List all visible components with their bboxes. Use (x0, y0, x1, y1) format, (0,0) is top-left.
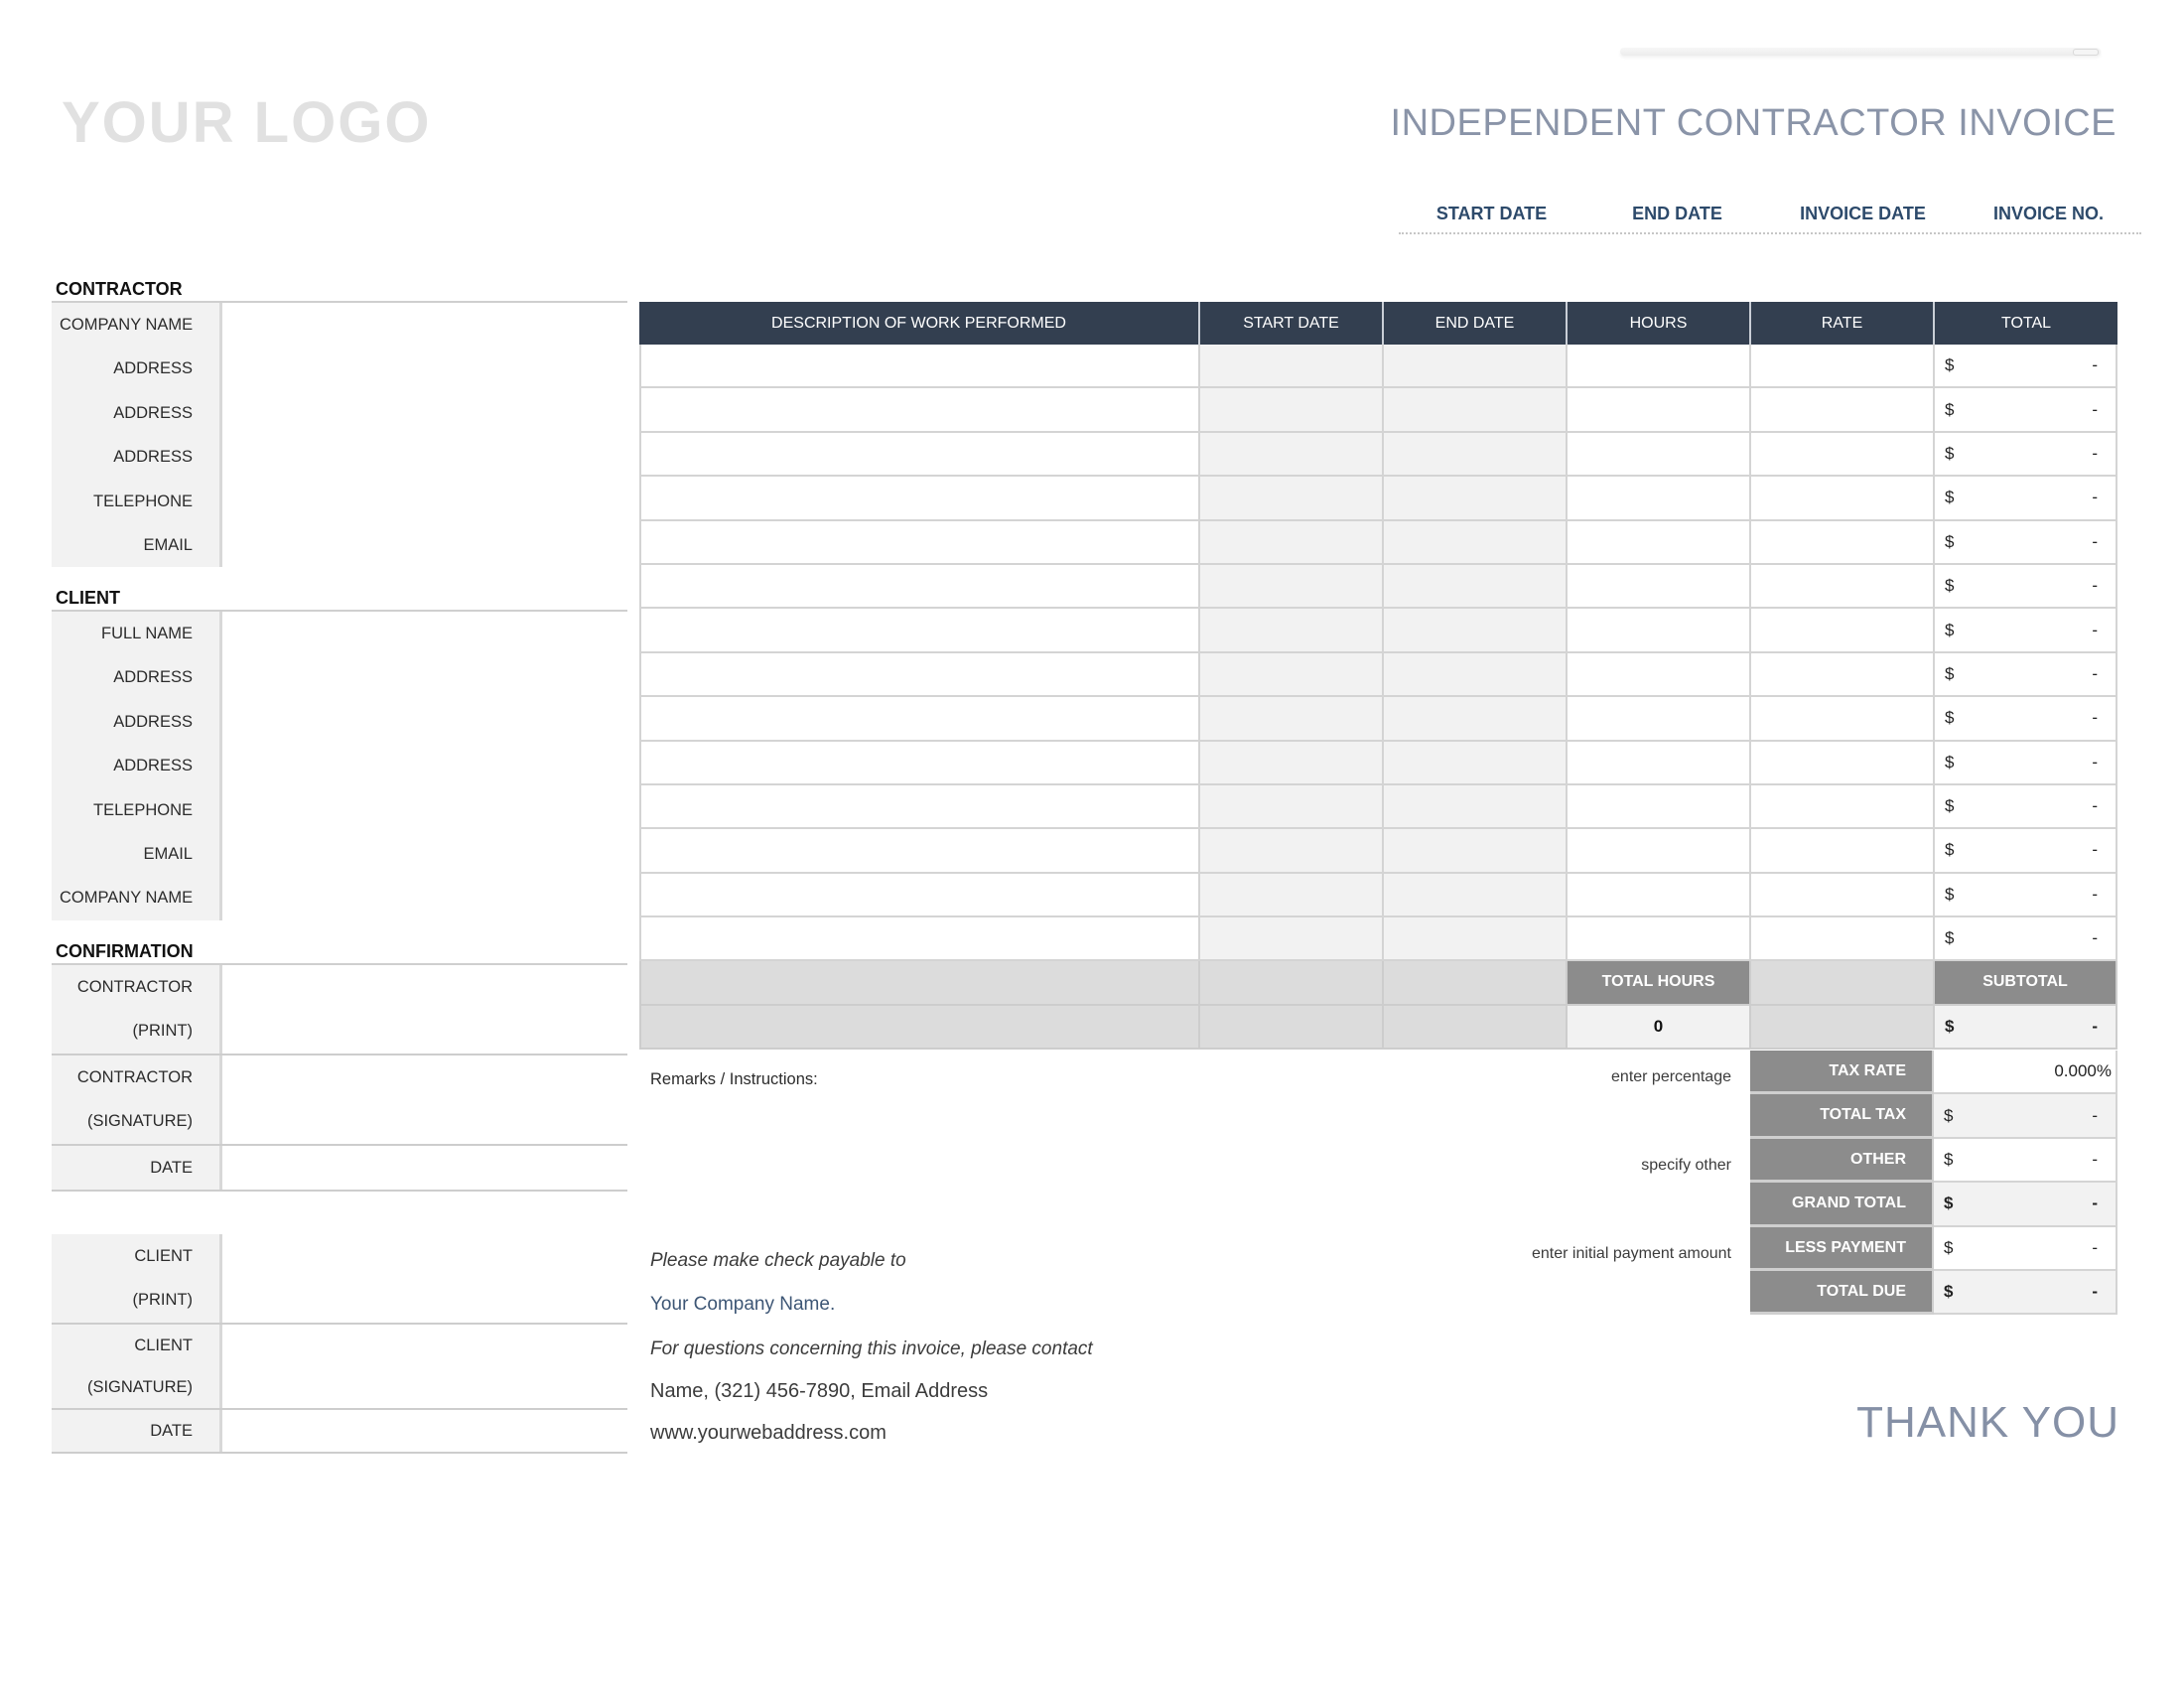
currency-symbol: $ (1945, 488, 1955, 507)
row-total-amount: - (2092, 928, 2098, 948)
questions-text: For questions concerning this invoice, please contact (650, 1338, 1093, 1359)
contractor-date-group (52, 1146, 627, 1192)
table-row (639, 433, 2117, 477)
total-cell (1935, 874, 2117, 915)
row-total-amount: - (2092, 531, 2098, 551)
hours-cell[interactable] (1568, 609, 1751, 650)
total-cell (1935, 653, 2117, 695)
other-hint: specify other (1641, 1157, 1731, 1174)
rate-cell[interactable] (1751, 388, 1935, 430)
tax-rate-row (1750, 1051, 2117, 1094)
start-date-cell[interactable] (1200, 785, 1384, 827)
invoice-number-field[interactable]: INVOICE NO. (1992, 204, 2104, 223)
client-address-input-1[interactable] (222, 655, 627, 699)
hours-cell[interactable] (1568, 829, 1751, 871)
currency-symbol: $ (1945, 399, 1955, 419)
description-cell[interactable] (639, 388, 1200, 430)
rate-cell[interactable] (1751, 565, 1935, 607)
total-cell (1935, 477, 2117, 518)
total-cell (1935, 829, 2117, 871)
field-label: ADDRESS (52, 347, 222, 390)
row-total-amount: - (2092, 752, 2098, 772)
currency-symbol: $ (1945, 884, 1955, 904)
contractor-telephone-row (52, 480, 627, 523)
table-row (639, 829, 2117, 873)
total-due-amount: - (2092, 1282, 2098, 1302)
table-row (639, 653, 2117, 697)
blank-cell (1384, 1006, 1568, 1050)
start-date-cell[interactable] (1200, 609, 1384, 650)
less-payment-input[interactable] (1934, 1227, 2117, 1271)
payable-to-text: Please make check payable to (650, 1250, 906, 1271)
table-row (639, 477, 2117, 520)
column-header-start-date: START DATE (1200, 302, 1384, 345)
field-label: ADDRESS (52, 700, 222, 744)
field-label: CONTRACTOR (52, 965, 222, 1009)
table-header (639, 302, 2117, 345)
column-header-hours: HOURS (1568, 302, 1751, 345)
client-name-input[interactable] (222, 612, 627, 655)
client-company-row (52, 876, 627, 919)
hours-cell[interactable] (1568, 785, 1751, 827)
client-signature-input[interactable] (222, 1325, 627, 1366)
contractor-address-input-3[interactable] (222, 435, 627, 479)
client-print-input[interactable] (222, 1234, 627, 1278)
rate-cell[interactable] (1751, 521, 1935, 563)
other-input[interactable] (1934, 1139, 2117, 1183)
totals-value-row (639, 1006, 2117, 1050)
subtotal-amount: - (2092, 1017, 2098, 1037)
field-label: ADDRESS (52, 435, 222, 479)
start-date-cell[interactable] (1200, 345, 1384, 386)
contractor-signature-group (52, 1055, 627, 1146)
tax-rate-hint: enter percentage (1611, 1068, 1731, 1085)
other-row (1750, 1139, 2117, 1183)
description-cell[interactable] (639, 829, 1200, 871)
contractor-email-input[interactable] (222, 523, 627, 567)
other-label: OTHER (1750, 1139, 1934, 1183)
field-label: TELEPHONE (52, 788, 222, 832)
client-telephone-input[interactable] (222, 788, 627, 832)
confirmation-section-title: CONFIRMATION (56, 941, 194, 961)
column-header-end-date: END DATE (1384, 302, 1568, 345)
table-row (639, 388, 2117, 432)
field-label: DATE (52, 1410, 222, 1452)
table-row (639, 345, 2117, 388)
rate-cell[interactable] (1751, 874, 1935, 915)
row-total-amount: - (2092, 488, 2098, 507)
total-cell (1935, 521, 2117, 563)
row-total-amount: - (2092, 443, 2098, 463)
client-telephone-row (52, 788, 627, 832)
field-label: ADDRESS (52, 655, 222, 699)
currency-symbol: $ (1944, 1149, 1954, 1169)
subtotal-value (1935, 1006, 2117, 1050)
total-tax-amount: - (2092, 1105, 2098, 1125)
field-label: (PRINT) (52, 1009, 222, 1053)
field-label: FULL NAME (52, 612, 222, 655)
contractor-company-row (52, 303, 627, 347)
total-tax-label: TOTAL TAX (1750, 1094, 1934, 1138)
rate-cell[interactable] (1751, 742, 1935, 783)
start-date-cell[interactable] (1200, 829, 1384, 871)
contractor-address-row (52, 391, 627, 435)
rate-cell[interactable] (1751, 917, 1935, 959)
total-tax-row (1750, 1094, 2117, 1138)
blank-cell (639, 1006, 1200, 1050)
blank-cell (1200, 1006, 1384, 1050)
tax-rate-label: TAX RATE (1750, 1051, 1934, 1094)
total-cell (1935, 388, 2117, 430)
total-hours-value: 0 (1568, 1006, 1751, 1050)
total-cell (1935, 433, 2117, 475)
hours-cell[interactable] (1568, 433, 1751, 475)
tax-rate-input[interactable]: 0.000% (1934, 1051, 2117, 1094)
contractor-address-row (52, 435, 627, 479)
total-cell (1935, 565, 2117, 607)
total-cell (1935, 785, 2117, 827)
end-date-cell[interactable] (1384, 521, 1568, 563)
end-date-cell[interactable] (1384, 388, 1568, 430)
table-row (639, 609, 2117, 652)
table-row (639, 565, 2117, 609)
hours-cell[interactable] (1568, 345, 1751, 386)
contractor-signature-input[interactable] (222, 1055, 627, 1099)
rate-cell[interactable] (1751, 345, 1935, 386)
contractor-company-input[interactable] (222, 303, 627, 347)
row-total-amount: - (2092, 708, 2098, 728)
remarks-label: Remarks / Instructions: (650, 1070, 818, 1088)
total-cell (1935, 697, 2117, 739)
end-date-cell[interactable] (1384, 609, 1568, 650)
blank-cell (1384, 961, 1568, 1005)
subtotal-label: SUBTOTAL (1935, 961, 2117, 1005)
row-total-amount: - (2092, 884, 2098, 904)
field-label: (SIGNATURE) (52, 1099, 222, 1143)
less-payment-amount: - (2092, 1237, 2098, 1257)
end-date-field[interactable]: END DATE (1632, 204, 1722, 223)
description-cell[interactable] (639, 742, 1200, 783)
currency-symbol: $ (1945, 663, 1955, 683)
table-row (639, 521, 2117, 565)
currency-symbol: $ (1945, 840, 1955, 860)
hours-cell[interactable] (1568, 477, 1751, 518)
row-total-amount: - (2092, 620, 2098, 639)
total-tax-value (1934, 1094, 2117, 1138)
contractor-confirmation-panel (52, 965, 627, 1192)
totals-label-row (639, 961, 2117, 1005)
rate-cell[interactable] (1751, 653, 1935, 695)
contractor-print-input[interactable] (222, 965, 627, 1009)
client-date-input[interactable] (222, 1410, 627, 1452)
field-label: TELEPHONE (52, 480, 222, 523)
description-cell[interactable] (639, 521, 1200, 563)
hours-cell[interactable] (1568, 521, 1751, 563)
field-label: ADDRESS (52, 391, 222, 435)
description-cell[interactable] (639, 345, 1200, 386)
website-text: www.yourwebaddress.com (650, 1422, 887, 1444)
scroll-handle (2073, 49, 2099, 56)
total-cell (1935, 609, 2117, 650)
currency-symbol: $ (1945, 443, 1955, 463)
contact-text: Name, (321) 456-7890, Email Address (650, 1380, 989, 1402)
row-total-amount: - (2092, 355, 2098, 375)
client-section-title: CLIENT (56, 588, 120, 608)
work-table (639, 302, 2117, 1050)
client-email-input[interactable] (222, 832, 627, 876)
total-cell (1935, 742, 2117, 783)
contractor-print-group (52, 965, 627, 1055)
field-label: (PRINT) (52, 1278, 222, 1322)
description-cell[interactable] (639, 917, 1200, 959)
page-title: INDEPENDENT CONTRACTOR INVOICE (1390, 102, 2116, 144)
end-date-cell[interactable] (1384, 653, 1568, 695)
contractor-panel (52, 303, 627, 567)
currency-symbol: $ (1945, 531, 1955, 551)
currency-symbol: $ (1945, 752, 1955, 772)
field-label: CLIENT (52, 1234, 222, 1278)
blank-cell (1751, 1006, 1935, 1050)
client-address-row (52, 744, 627, 787)
field-label: COMPANY NAME (52, 303, 222, 347)
contractor-address-row (52, 347, 627, 390)
hours-cell[interactable] (1568, 917, 1751, 959)
currency-symbol: $ (1945, 620, 1955, 639)
client-signature-group (52, 1325, 627, 1410)
column-header-description: DESCRIPTION OF WORK PERFORMED (639, 302, 1200, 345)
field-label: EMAIL (52, 523, 222, 567)
start-date-field[interactable]: START DATE (1435, 204, 1548, 223)
contractor-address-input-1[interactable] (222, 347, 627, 390)
start-date-cell[interactable] (1200, 477, 1384, 518)
invoice-date-field[interactable]: INVOICE DATE (1800, 204, 1926, 223)
end-date-cell[interactable] (1384, 697, 1568, 739)
description-cell[interactable] (639, 697, 1200, 739)
currency-symbol: $ (1944, 1282, 1954, 1302)
hours-cell[interactable] (1568, 697, 1751, 739)
field-label: ADDRESS (52, 744, 222, 787)
field-label: DATE (52, 1146, 222, 1190)
description-cell[interactable] (639, 874, 1200, 915)
grand-total-value (1934, 1183, 2117, 1226)
currency-symbol: $ (1945, 1017, 1955, 1037)
row-total-amount: - (2092, 663, 2098, 683)
row-total-amount: - (2092, 576, 2098, 596)
total-due-row (1750, 1271, 2117, 1315)
column-header-total: TOTAL (2000, 315, 2052, 332)
description-cell[interactable] (639, 565, 1200, 607)
table-row (639, 917, 2117, 961)
rate-cell[interactable] (1751, 697, 1935, 739)
client-print-input-line2[interactable] (222, 1278, 627, 1322)
client-print-group (52, 1234, 627, 1325)
client-address-row (52, 655, 627, 699)
total-hours-label: TOTAL HOURS (1568, 961, 1751, 1005)
rate-cell[interactable] (1751, 829, 1935, 871)
hours-cell[interactable] (1568, 565, 1751, 607)
client-confirmation-panel (52, 1234, 627, 1454)
client-company-input[interactable] (222, 876, 627, 919)
company-name-text: Your Company Name. (650, 1294, 836, 1315)
row-total-amount: - (2092, 840, 2098, 860)
thank-you-text: THANK YOU (1856, 1398, 2119, 1447)
table-row (639, 742, 2117, 785)
contractor-email-row (52, 523, 627, 567)
less-payment-row (1750, 1227, 2117, 1271)
client-address-row (52, 700, 627, 744)
end-date-cell[interactable] (1384, 477, 1568, 518)
top-scrollbar (1620, 48, 2101, 56)
contractor-telephone-input[interactable] (222, 480, 627, 523)
client-signature-input-line2[interactable] (222, 1366, 627, 1408)
rate-cell[interactable] (1751, 477, 1935, 518)
total-cell (1935, 345, 2117, 386)
start-date-cell[interactable] (1200, 697, 1384, 739)
field-label: CLIENT (52, 1325, 222, 1366)
hours-cell[interactable] (1568, 653, 1751, 695)
currency-symbol: $ (1945, 355, 1955, 375)
rate-cell[interactable] (1751, 433, 1935, 475)
currency-symbol: $ (1944, 1194, 1954, 1213)
rate-cell[interactable] (1751, 785, 1935, 827)
table-row (639, 697, 2117, 741)
end-date-cell[interactable] (1384, 742, 1568, 783)
start-date-cell[interactable] (1200, 742, 1384, 783)
grand-total-row (1750, 1183, 2117, 1226)
column-header-rate: RATE (1751, 302, 1935, 345)
end-date-cell[interactable] (1384, 565, 1568, 607)
total-cell (1935, 917, 2117, 959)
contractor-section-title: CONTRACTOR (56, 279, 183, 299)
contractor-print-input-line2[interactable] (222, 1009, 627, 1053)
end-date-cell[interactable] (1384, 433, 1568, 475)
contractor-date-input[interactable] (222, 1146, 627, 1190)
contractor-address-input-2[interactable] (222, 391, 627, 435)
start-date-cell[interactable] (1200, 917, 1384, 959)
less-payment-hint: enter initial payment amount (1532, 1245, 1731, 1262)
client-email-row (52, 832, 627, 876)
end-date-cell[interactable] (1384, 345, 1568, 386)
contractor-signature-input-line2[interactable] (222, 1099, 627, 1143)
start-date-cell[interactable] (1200, 874, 1384, 915)
end-date-cell[interactable] (1384, 917, 1568, 959)
client-address-input-3[interactable] (222, 744, 627, 787)
row-total-amount: - (2092, 399, 2098, 419)
start-date-cell[interactable] (1200, 388, 1384, 430)
row-total-amount: - (2092, 796, 2098, 816)
description-cell[interactable] (639, 477, 1200, 518)
start-date-cell[interactable] (1200, 653, 1384, 695)
client-address-input-2[interactable] (222, 700, 627, 744)
rate-cell[interactable] (1751, 609, 1935, 650)
hours-cell[interactable] (1568, 874, 1751, 915)
table-row (639, 874, 2117, 917)
field-label: (SIGNATURE) (52, 1366, 222, 1408)
client-name-row (52, 612, 627, 655)
table-body (639, 345, 2117, 961)
start-date-cell[interactable] (1200, 433, 1384, 475)
start-date-cell[interactable] (1200, 565, 1384, 607)
invoice-meta-row (1399, 197, 2141, 234)
currency-symbol: $ (1945, 708, 1955, 728)
less-payment-label: LESS PAYMENT (1750, 1227, 1934, 1271)
currency-symbol: $ (1945, 576, 1955, 596)
start-date-cell[interactable] (1200, 521, 1384, 563)
hours-cell[interactable] (1568, 742, 1751, 783)
currency-symbol: $ (1945, 928, 1955, 948)
currency-symbol: $ (1944, 1237, 1954, 1257)
logo-placeholder: YOUR LOGO (62, 90, 432, 155)
field-label: COMPANY NAME (52, 876, 222, 919)
description-cell[interactable] (639, 609, 1200, 650)
description-cell[interactable] (639, 785, 1200, 827)
hours-cell[interactable] (1568, 388, 1751, 430)
end-date-cell[interactable] (1384, 785, 1568, 827)
grand-total-label: GRAND TOTAL (1750, 1183, 1934, 1226)
total-due-label: TOTAL DUE (1750, 1271, 1934, 1315)
end-date-cell[interactable] (1384, 829, 1568, 871)
client-date-group (52, 1410, 627, 1454)
field-label: CONTRACTOR (52, 1055, 222, 1099)
other-amount: - (2092, 1149, 2098, 1169)
grand-total-amount: - (2092, 1194, 2098, 1213)
client-panel (52, 612, 627, 920)
description-cell[interactable] (639, 653, 1200, 695)
currency-symbol: $ (1944, 1105, 1954, 1125)
table-row (639, 785, 2117, 829)
blank-cell (1200, 961, 1384, 1005)
blank-cell (1751, 961, 1935, 1005)
end-date-cell[interactable] (1384, 874, 1568, 915)
currency-symbol: $ (1945, 796, 1955, 816)
total-due-value (1934, 1271, 2117, 1315)
field-label: EMAIL (52, 832, 222, 876)
blank-cell (639, 961, 1200, 1005)
description-cell[interactable] (639, 433, 1200, 475)
summary-block (1750, 1051, 2117, 1315)
